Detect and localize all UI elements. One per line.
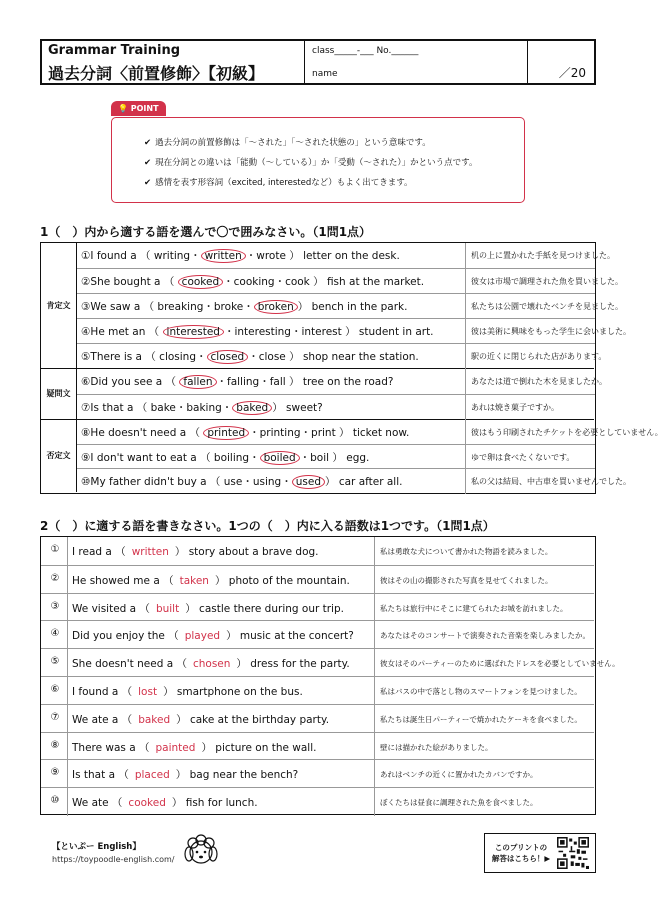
table-row — [41, 565, 594, 594]
question-number: ② — [50, 572, 60, 584]
table-row — [77, 420, 663, 445]
check-icon: ✔ — [144, 178, 152, 188]
point-box — [111, 117, 525, 203]
question-sentence: ⑨I don't want to eat a （ boiling・ boiled ・boil ） egg. — [81, 452, 370, 464]
table-row — [41, 648, 620, 677]
question-number: ⑥ — [50, 684, 60, 695]
table-row — [77, 343, 607, 369]
table-row — [41, 704, 594, 733]
translation: 彼はもう印刷されたチケットを必要としていません。 — [471, 428, 663, 437]
table-row — [41, 620, 594, 649]
table-row — [77, 468, 631, 494]
check-icon: ✔ — [144, 158, 152, 168]
circled-answer[interactable]: used — [292, 475, 325, 489]
table-row — [41, 759, 594, 788]
table-row — [77, 268, 623, 294]
question-sentence: ②She bought a （ cooked ・cooking・cook ） fish at the market. — [81, 276, 425, 288]
translation: 彼は美術に興味をもった学生に会いました。 — [471, 327, 631, 336]
translation: あれはベンチの近くに置かれたカバンですか。 — [380, 770, 538, 780]
translation: 彼女はそのパーティーのために選ばれたドレスを必要としていません。 — [380, 659, 620, 669]
question-sentence: We visited a （ built ） castle there during our trip. — [72, 602, 344, 615]
translation: 机の上に置かれた手紙を見つけました。 — [471, 251, 615, 260]
section2-table — [40, 536, 620, 815]
check-icon: ✔ — [144, 138, 152, 148]
translation: 私はバスの中で落とし物のスマートフォンを見つけました。 — [380, 687, 582, 696]
question-number: ③ — [50, 600, 60, 612]
table-row — [41, 537, 594, 565]
circled-answer[interactable]: broken — [254, 300, 298, 314]
table-row — [41, 593, 594, 622]
name-field: name — [312, 69, 338, 79]
answer-field[interactable]: taken — [179, 574, 209, 587]
class-field: class_____-___ No.______ — [312, 46, 419, 56]
question-sentence: I found a （ lost ） smartphone on the bus. — [72, 686, 303, 698]
question-number: ⑦ — [50, 711, 60, 723]
answer-field[interactable]: played — [184, 630, 221, 643]
translation: 私たちは誕生日パーティーで焼かれたケーキを食べました。 — [380, 714, 582, 724]
question-sentence: ⑧He doesn't need a （ printed ・printing・print ） ticket now. — [81, 427, 410, 439]
circled-answer[interactable]: boiled — [260, 451, 300, 465]
table-row — [77, 369, 607, 394]
question-sentence: ⑦Is that a （ bake・baking・ baked ） sweet? — [81, 402, 323, 414]
qr-code-icon[interactable] — [557, 837, 589, 869]
header-title-cell — [42, 41, 305, 83]
question-number: ① — [50, 544, 60, 555]
point-line: ✔ 過去分詞の前置修飾は「〜された」「〜された状態の」という意味です。 — [144, 138, 431, 148]
question-sentence: She doesn't need a （ chosen ） dress for the party. — [72, 658, 350, 671]
question-sentence: ④He met an （ interested ・interesting・interest ） student in art. — [81, 326, 434, 338]
table-row — [41, 676, 594, 705]
translation: 私は勇敢な犬について書かれた物語を読みました。 — [380, 547, 553, 556]
answer-field[interactable]: written — [131, 546, 169, 558]
point-line: ✔ 現在分詞との違いは「能動（〜している）」か「受動（〜された）」かという点です。 — [144, 158, 478, 168]
translation: あなたは道で倒れた木を見ましたか。 — [471, 377, 607, 386]
circled-answer[interactable]: printed — [203, 426, 249, 440]
answer-field[interactable]: lost — [138, 686, 158, 698]
circled-answer[interactable]: fallen — [179, 375, 216, 389]
question-number: ⑤ — [50, 656, 60, 668]
group-negative: 否定文 — [41, 420, 77, 492]
answer-field[interactable]: baked — [138, 713, 171, 726]
section1-table — [40, 242, 663, 494]
translation: 彼女は市場で調理された魚を買いました。 — [471, 277, 623, 286]
score-total: ／20 — [558, 66, 586, 80]
question-sentence: ③We saw a （ breaking・broke・ broken ） bench in the park. — [81, 301, 408, 313]
translation: 私の父は結局、中古車を買いませんでした。 — [471, 477, 631, 486]
answer-field[interactable]: placed — [134, 769, 170, 782]
question-sentence: There was a （ painted ） picture on the wall. — [72, 741, 317, 754]
question-number: ⑧ — [50, 739, 60, 751]
table-row — [41, 787, 594, 816]
answer-field[interactable]: chosen — [192, 658, 231, 671]
answer-link-text: このプリントの 解答はこちら！▶ — [491, 843, 551, 863]
circled-answer[interactable]: baked — [232, 401, 272, 415]
header-box — [40, 39, 596, 85]
question-number: ⑨ — [50, 767, 60, 779]
poodle-logo-icon — [181, 834, 221, 872]
question-sentence: Did you enjoy the （ played ） music at the concert? — [72, 630, 354, 643]
page-subtitle: 過去分詞〈前置修飾〉【初級】 — [48, 64, 265, 83]
translation: ぼくたちは昼食に調理された魚を食べました。 — [380, 798, 538, 808]
section2-heading: 2（ ）に適する語を書きなさい。1つの（ ）内に入る語数は1つです。（1問1点） — [40, 519, 495, 533]
header-student-cell — [304, 41, 528, 83]
group-question: 疑問文 — [41, 369, 77, 419]
table-row — [77, 318, 631, 344]
answer-field[interactable]: built — [155, 602, 180, 615]
table-row — [77, 394, 595, 420]
question-sentence: ⑥Did you see a （ fallen ・falling・fall ） tree on the road? — [81, 376, 394, 388]
circled-answer[interactable]: cooked — [178, 275, 223, 289]
table-row — [77, 444, 595, 470]
page-title: Grammar Training — [48, 43, 181, 58]
circled-answer[interactable]: interested — [163, 325, 224, 339]
answer-field[interactable]: painted — [155, 741, 196, 754]
translation: あなたはそのコンサートで演奏された音楽を楽しみましたか。 — [380, 631, 590, 641]
footer-brand: 【といぷー English】 — [52, 842, 141, 852]
answer-field[interactable]: cooked — [128, 797, 166, 810]
table-row — [77, 243, 615, 268]
table-row — [77, 293, 623, 319]
footer-url[interactable]: https://toypoodle-english.com/ — [52, 855, 175, 864]
question-sentence: He showed me a （ taken ） photo of the mountain. — [72, 574, 350, 587]
translation: 私たちは公園で壊れたベンチを見ました。 — [471, 302, 623, 311]
section1-heading: 1（ ）内から適する語を選んで〇で囲みなさい。（1問1点） — [40, 225, 372, 239]
circled-answer[interactable]: written — [201, 249, 246, 263]
point-line: ✔ 感情を表す形容詞（excited, interestedなど）もよく出てきます。 — [144, 178, 413, 188]
question-sentence: We ate （ cooked ） fish for lunch. — [72, 797, 258, 810]
question-sentence: We ate a （ baked ） cake at the birthday party. — [72, 713, 330, 726]
translation: あれは焼き菓子ですか。 — [471, 403, 559, 412]
table-row — [41, 732, 594, 761]
point-tag: 💡 POINT — [111, 101, 166, 116]
question-sentence: ⑤There is a （ closing・ closed ・close ） shop near the station. — [81, 351, 419, 363]
answer-link-box[interactable] — [484, 833, 596, 873]
translation: ゆで卵は食べたくないです。 — [471, 453, 575, 462]
question-number: ⑩ — [50, 795, 60, 807]
translation: 駅の近くに閉じられた店があります。 — [471, 352, 607, 361]
translation: 彼はその山の撮影された写真を見せてくれました。 — [380, 575, 553, 585]
translation: 壁には描かれた絵がありました。 — [380, 742, 493, 752]
translation: 私たちは旅行中にそこに建てられたお城を訪れました。 — [380, 603, 568, 613]
question-sentence: I read a （ written ） story about a brave dog. — [72, 546, 319, 558]
question-sentence: ①I found a （ writing・ written ・wrote ） letter on the desk. — [81, 250, 400, 262]
question-number: ④ — [50, 628, 60, 640]
header-score-cell — [527, 41, 594, 83]
circled-answer[interactable]: closed — [207, 350, 249, 364]
question-sentence: ⑩My father didn't buy a （ use・using・ used ） car after all. — [81, 476, 403, 488]
question-sentence: Is that a （ placed ） bag near the bench? — [72, 769, 299, 782]
group-affirmative: 肯定文 — [41, 243, 77, 368]
